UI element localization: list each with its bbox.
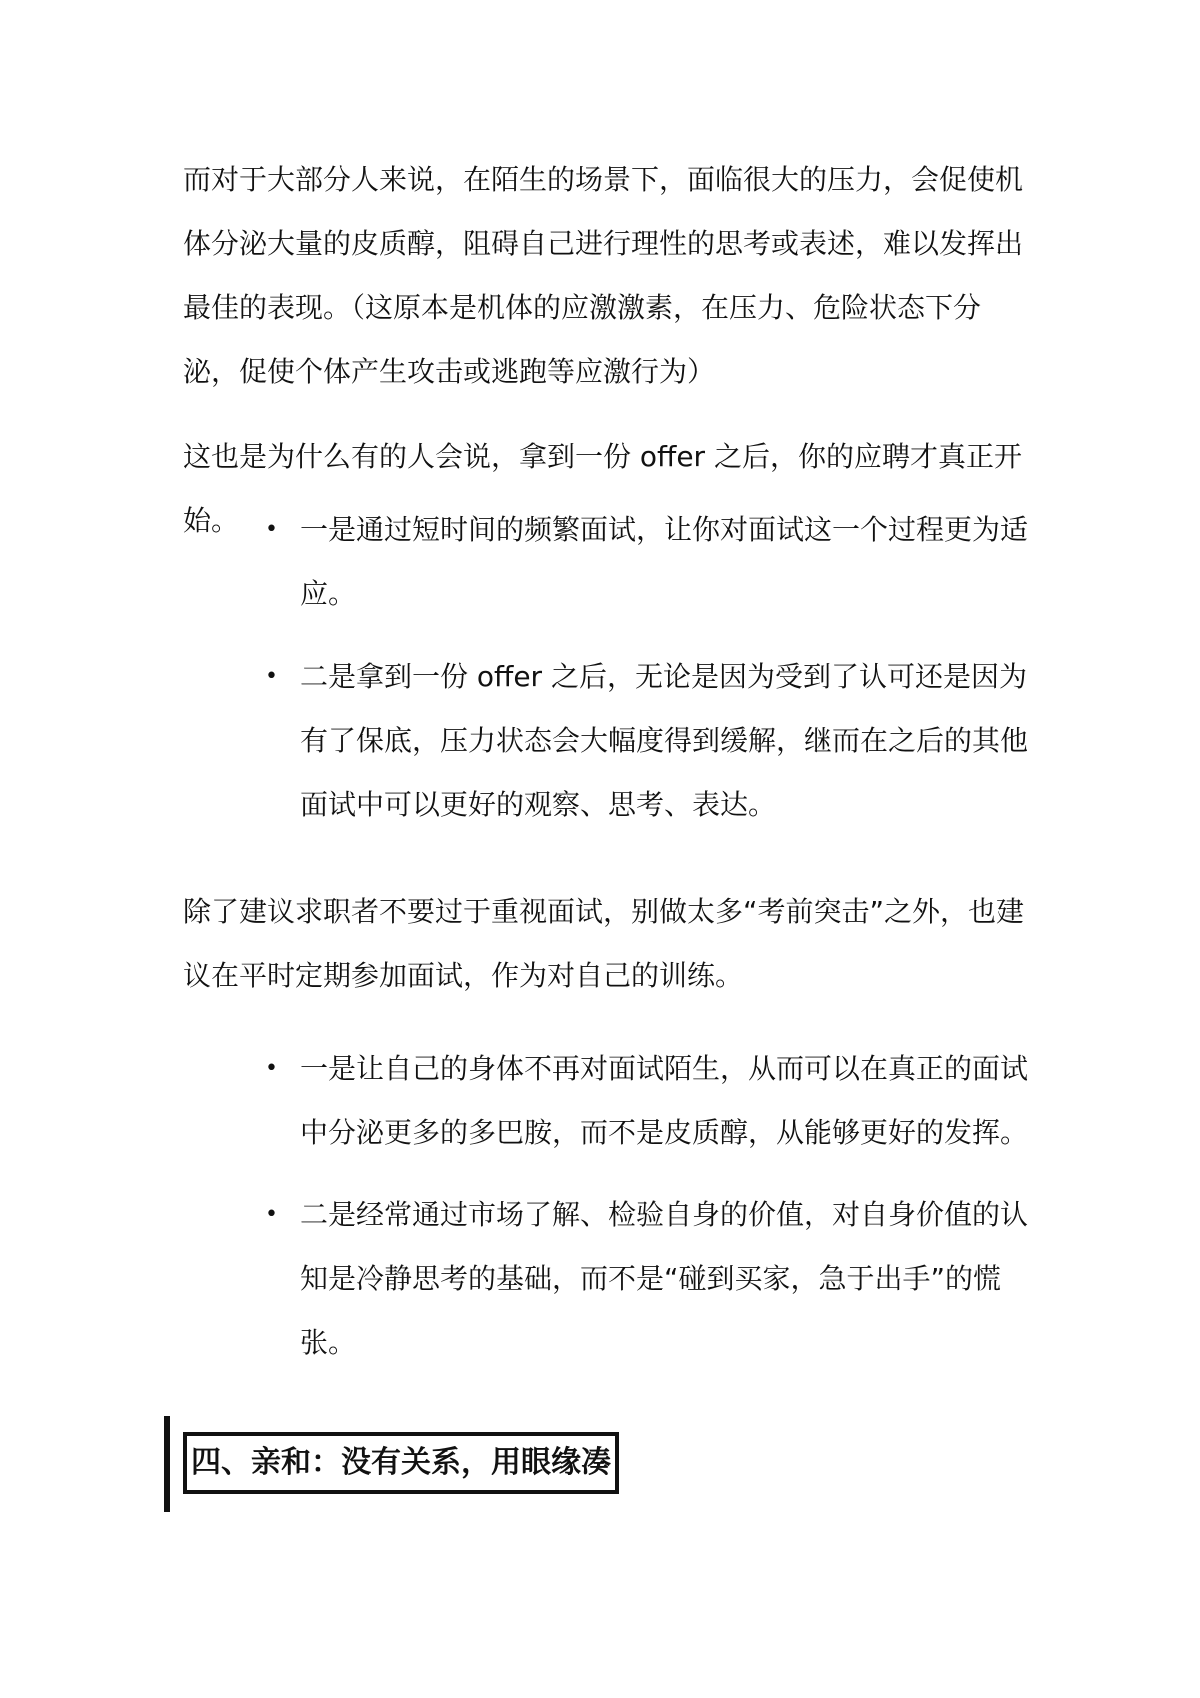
section-heading-text: 四、亲和：没有关系，用眼缘凑	[191, 1445, 611, 1480]
paragraph-advice: 除了建议求职者不要过于重视面试，别做太多“考前突击”之外，也建议在平时定期参加面试，作为对自己的训练。	[183, 895, 1025, 992]
bullet-marker: •	[265, 1202, 278, 1227]
section-heading	[183, 1432, 619, 1494]
bullet-marker: •	[265, 664, 278, 689]
bullet-marker: •	[265, 1056, 278, 1081]
list-item: 一是通过短时间的频繁面试，让你对面试这一个过程更为适应。	[300, 513, 1029, 610]
list-item: 二是拿到一份 offer 之后，无论是因为受到了认可还是因为有了保底，压力状态会大幅度得到缓解，继而在之后的其他面试中可以更好的观察、思考、表达。	[300, 660, 1029, 821]
bullet-marker: •	[265, 517, 278, 542]
list-item: 一是让自己的身体不再对面试陌生，从而可以在真正的面试中分泌更多的多巴胺，而不是皮质醇，从能够更好的发挥。	[300, 1052, 1029, 1149]
list-item: 二是经常通过市场了解、检验自身的价值，对自身价值的认知是冷静思考的基础，而不是“碰到买家，急于出手”的慌张。	[300, 1198, 1029, 1359]
paragraph-cortisol: 而对于大部分人来说，在陌生的场景下，面临很大的压力，会促使机体分泌大量的皮质醇，阻碍自己进行理性的思考或表述，难以发挥出最佳的表现。（这原本是机体的应激激素，在压力、危险状态下分泌，促使个体产生攻击或逃跑等应激行为）	[183, 163, 1024, 388]
heading-accent-bar	[164, 1416, 170, 1512]
paragraph-offer: 这也是为什么有的人会说，拿到一份 offer 之后，你的应聘才真正开始。	[183, 440, 1022, 537]
